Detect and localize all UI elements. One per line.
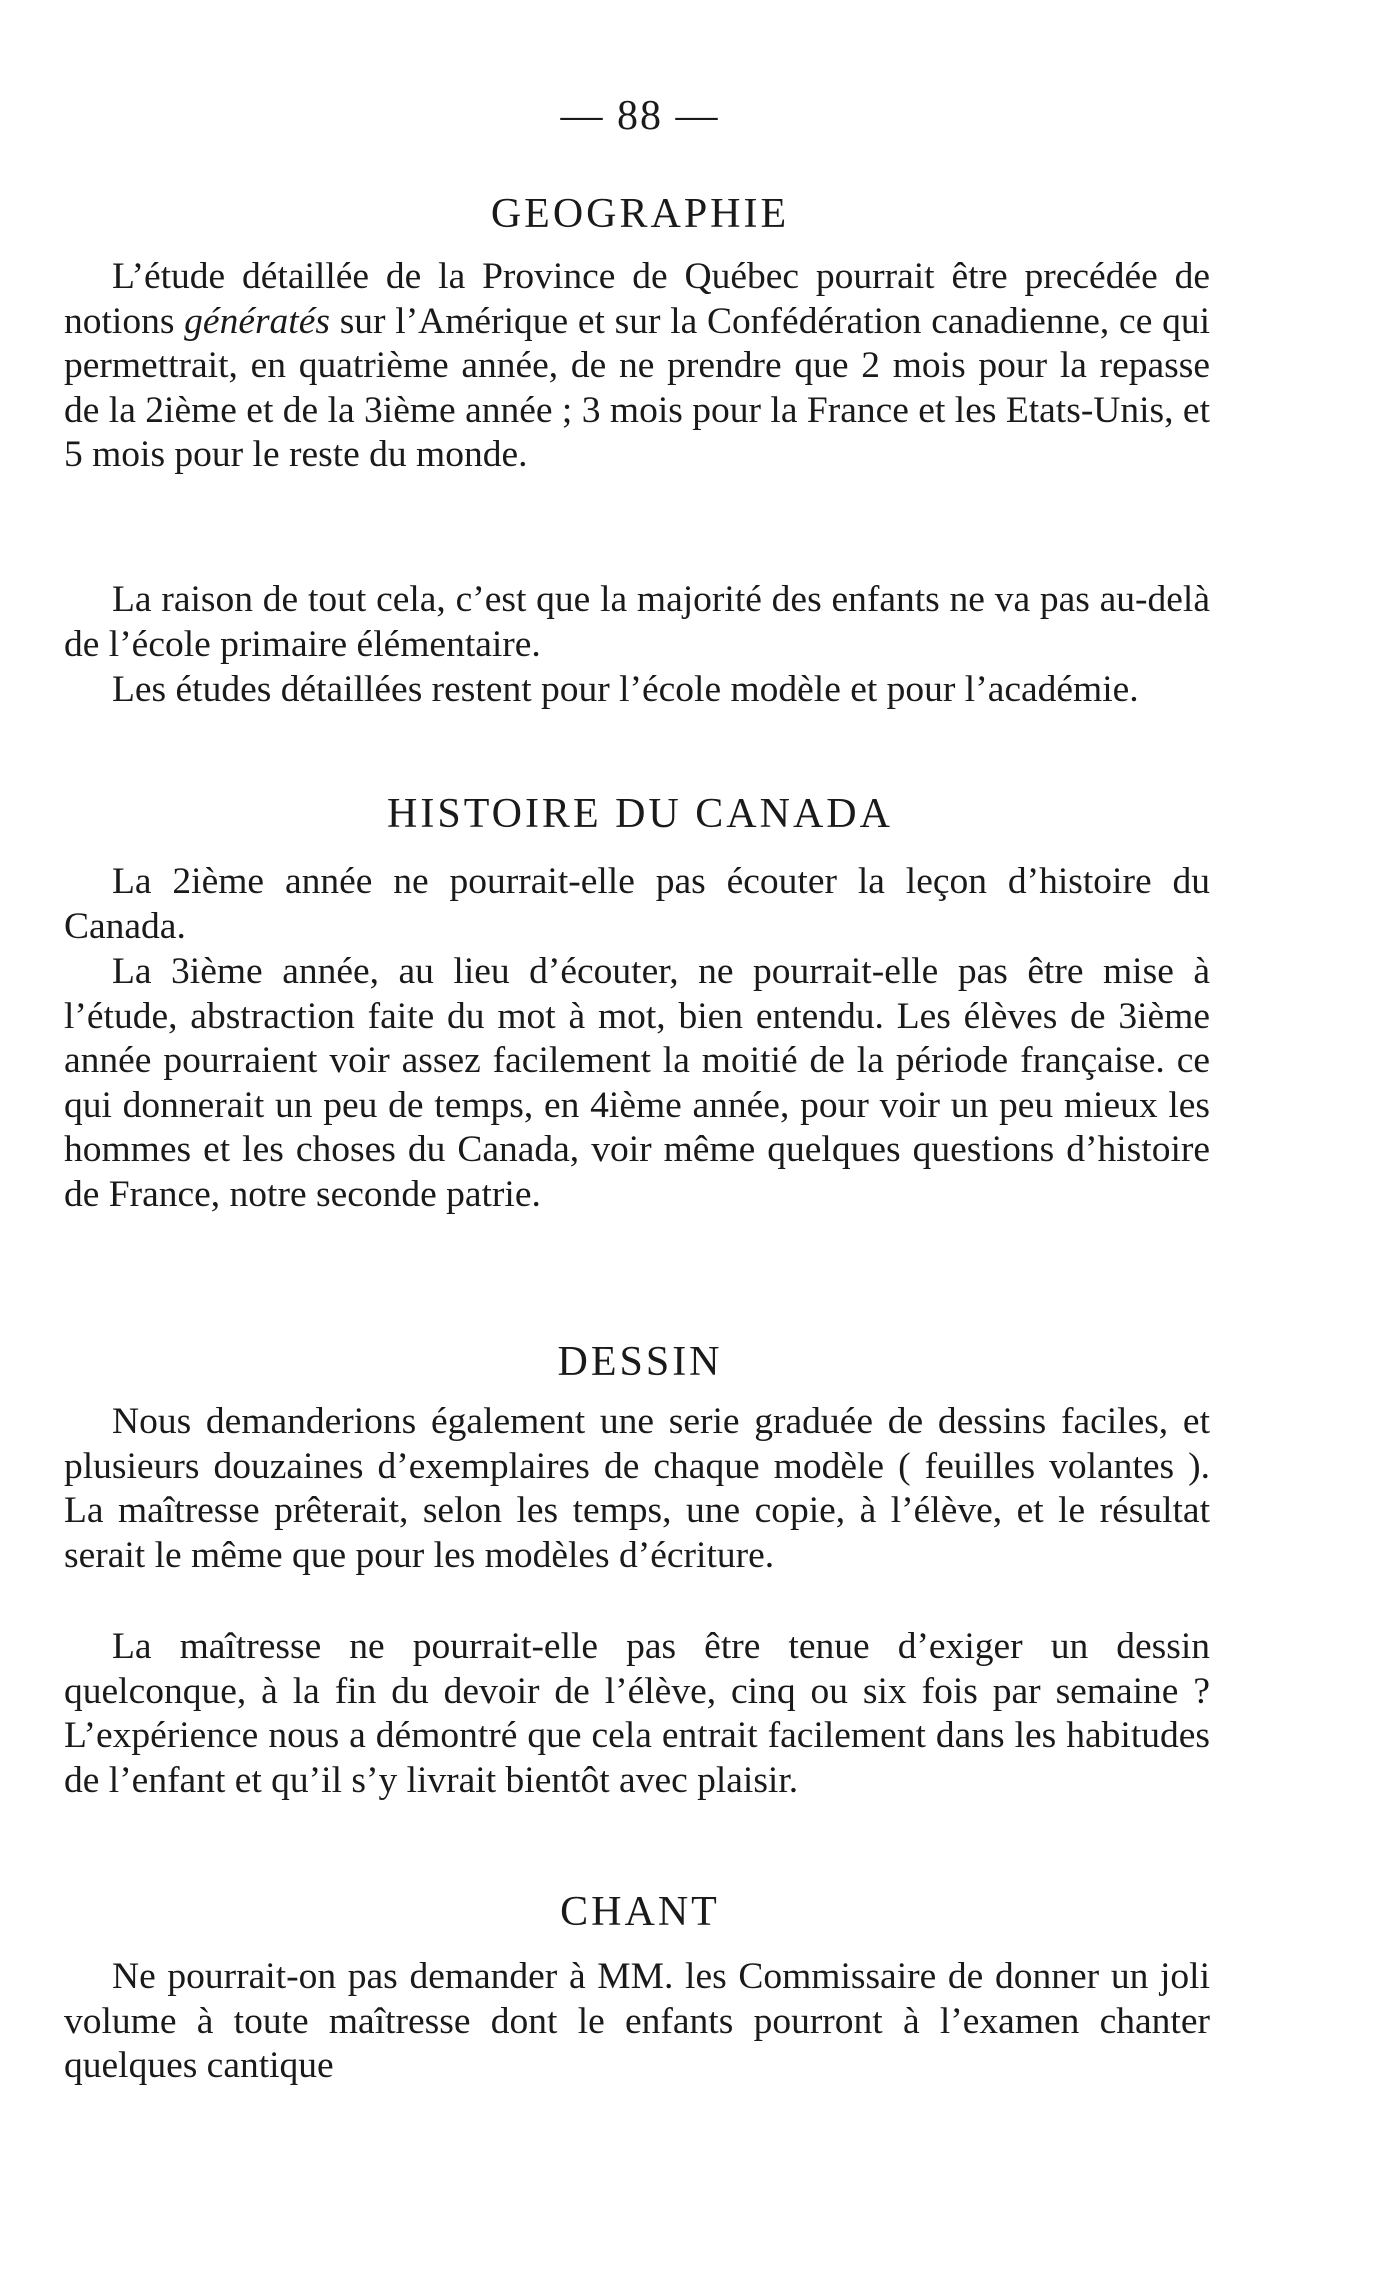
geographie-p1-text-start: L’étude détaillée de la Province de Québec pourrait être precédée de notions <box>64 256 1210 342</box>
geographie-p1-text-end: sur l’Amérique et sur la Confédération canadienne, ce qui permettrait, en quatrième année, de ne prendre que 2 mois pour la repasse de la 2ième et de la 3ième année ; 3 mois pour la France et les Etats-Unis, et 5 mois pour le reste du monde. <box>64 300 1210 476</box>
geographie-paragraph-2: La raison de tout cela, c’est que la majorité des enfants ne va pas au-delà de l’école primaire élémentaire. <box>64 579 1210 665</box>
section-heading-histoire: HISTOIRE DU CANADA <box>387 791 893 837</box>
page-number: — 88 — <box>560 93 720 139</box>
section-heading-chant: CHANT <box>560 1889 720 1935</box>
dessin-paragraph-1: Nous demanderions également une serie graduée de dessins faciles, et plusieurs douzaines d’exemplaires de chaque modèle ( feuilles volantes ). La maîtresse prêterait, selon les temps, une copie, à l’élève, et le résultat serait le même que pour les modèles d’écriture. <box>64 1401 1210 1576</box>
histoire-paragraph-2: La 3ième année, au lieu d’écouter, ne pourrait-elle pas être mise à l’étude, abstraction faite du mot à mot, bien entendu. Les élèves de 3ième année pourraient voir assez facilement la moitié de la période française. ce qui donnerait un peu de temps, en 4ième année, pour voir un peu mieux les hommes et les choses du Canada, voir même quelques questions d’histoire de France, notre seconde patrie. <box>64 951 1210 1215</box>
geographie-paragraph-1 <box>64 255 1210 478</box>
section-heading-dessin: DESSIN <box>557 1339 723 1385</box>
histoire-paragraph-1: La 2ième année ne pourrait-elle pas écouter la leçon d’histoire du Canada. <box>64 861 1210 947</box>
geographie-p1-italic-word: génératés <box>184 300 330 342</box>
geographie-paragraph-3: Les études détaillées restent pour l’école modèle et pour l’académie. <box>112 669 1139 710</box>
section-heading-geographie: GEOGRAPHIE <box>490 191 790 237</box>
dessin-paragraph-2: La maîtresse ne pourrait-elle pas être tenue d’exiger un dessin quelconque, à la fin du devoir de l’élève, cinq ou six fois par semaine ? L’expérience nous a démontré que cela entrait facilement dans les habitudes de l’enfant et qu’il s’y livrait bientôt avec plaisir. <box>64 1626 1210 1801</box>
chant-paragraph-1: Ne pourrait-on pas demander à MM. les Commissaire de donner un joli volume à toute maîtresse dont le enfants pourront à l’examen chanter quelques cantique <box>64 1956 1210 2087</box>
